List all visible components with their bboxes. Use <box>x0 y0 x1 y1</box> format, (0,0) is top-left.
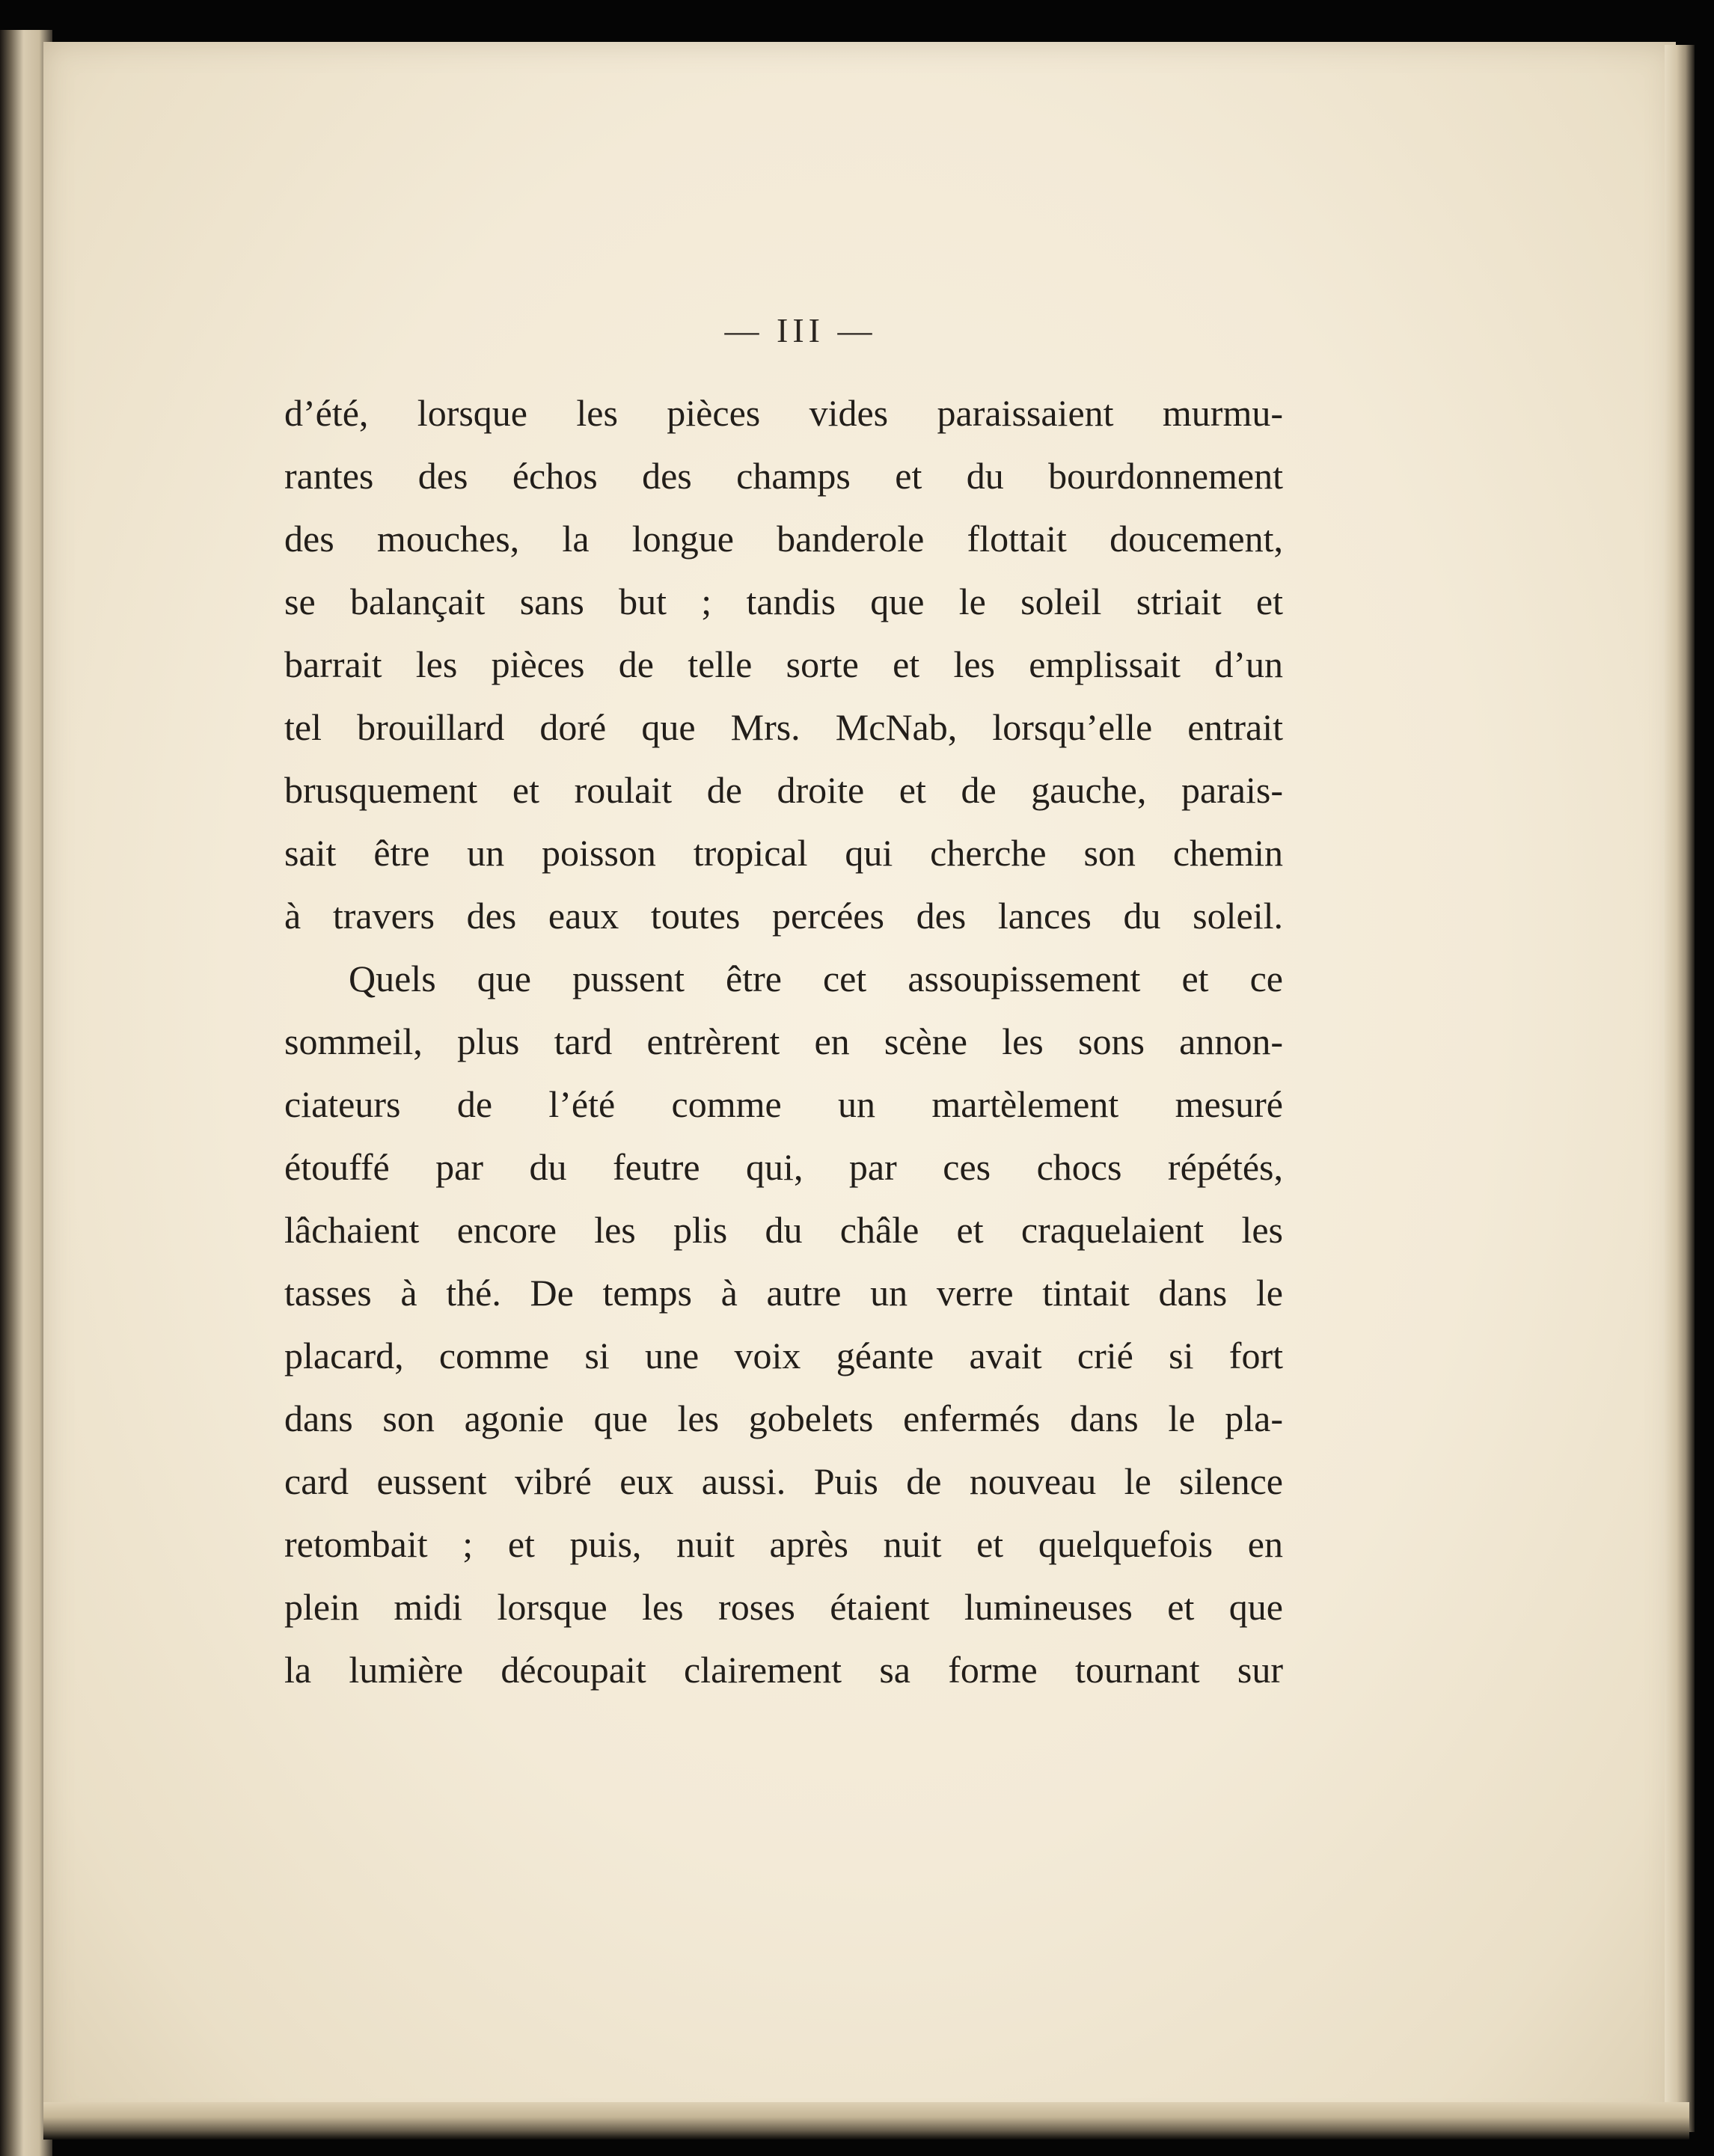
paragraph-first-line: Quels que pussent être cet assoupissement et ce <box>349 958 1283 999</box>
text-line: tasses à thé. De temps à autre un verre tintait dans le <box>284 1272 1283 1314</box>
bottom-page-edge <box>43 2102 1689 2140</box>
text-line: barrait les pièces de telle sorte et les emplissait d’un <box>284 643 1283 685</box>
text-line: tel brouillard doré que Mrs. McNab, lorsqu’elle entrait <box>284 706 1283 748</box>
right-page-edge <box>1665 45 1695 2132</box>
text-line: sait être un poisson tropical qui cherche son chemin <box>284 832 1283 874</box>
text-line: retombait ; et puis, nuit après nuit et quelquefois en <box>284 1523 1283 1565</box>
text-line: étouffé par du feutre qui, par ces chocs répétés, <box>284 1146 1283 1188</box>
text-line: d’été, lorsque les pièces vides paraissaient murmu- <box>284 392 1283 434</box>
text-line: ciateurs de l’été comme un martèlement mesuré <box>284 1083 1283 1125</box>
text-line: dans son agonie que les gobelets enfermés dans le pla- <box>284 1397 1283 1439</box>
page-number: — III — <box>724 311 877 349</box>
text-line: des mouches, la longue banderole flottait doucement, <box>284 518 1283 560</box>
text-line: sommeil, plus tard entrèrent en scène les sons annon- <box>284 1020 1283 1062</box>
text-line: placard, comme si une voix géante avait crié si fort <box>284 1335 1283 1376</box>
text-line: brusquement et roulait de droite et de gauche, parais- <box>284 769 1283 811</box>
text-line: la lumière découpait clairement sa forme tournant sur <box>284 1649 1283 1691</box>
text-line: se balançait sans but ; tandis que le soleil striait et <box>284 581 1283 622</box>
text-line: card eussent vibré eux aussi. Puis de nouveau le silence <box>284 1460 1283 1502</box>
text-line: à travers des eaux toutes percées des lances du soleil. <box>284 895 1283 937</box>
text-line: plein midi lorsque les roses étaient lumineuses et que <box>284 1586 1283 1628</box>
text-line: rantes des échos des champs et du bourdonnement <box>284 455 1283 497</box>
text-line: lâchaient encore les plis du châle et craquelaient les <box>284 1209 1283 1251</box>
